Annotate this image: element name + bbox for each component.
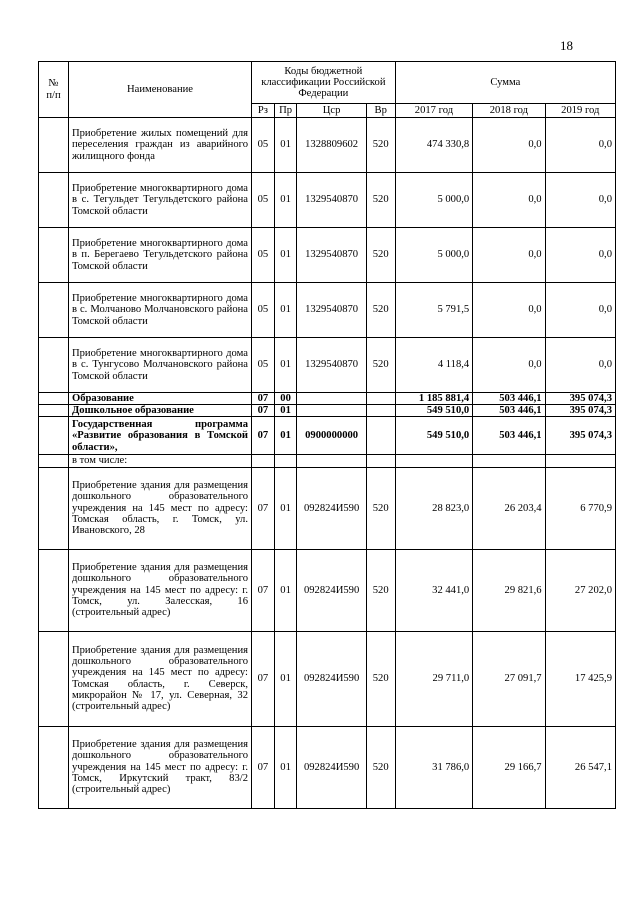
program-pr: 01 — [274, 417, 297, 455]
preschool-2017: 549 510,0 — [395, 405, 473, 417]
row-name: Приобретение многоквартирного дома в с. Тунгусово Молчановского района Томской области — [68, 338, 251, 393]
row-2018: 29 166,7 — [473, 726, 545, 808]
row-name: Приобретение жилых помещений для переселения граждан из аварийного жилищного фонда — [68, 118, 251, 173]
row-rz: 05 — [252, 118, 275, 173]
table-row — [39, 228, 616, 283]
header-num: № п/п — [39, 62, 69, 118]
row-name: Приобретение многоквартирного дома в с. Тегульдет Тегульдетского района Томской области — [68, 173, 251, 228]
budget-table — [38, 61, 616, 809]
preschool-rz: 07 — [252, 405, 275, 417]
education-rz: 07 — [252, 393, 275, 405]
preschool-2018: 503 446,1 — [473, 405, 545, 417]
program-rz: 07 — [252, 417, 275, 455]
education-2019: 395 074,3 — [545, 393, 615, 405]
row-2017: 29 711,0 — [395, 631, 473, 726]
preschool-pr: 01 — [274, 405, 297, 417]
row-2017: 474 330,8 — [395, 118, 473, 173]
row-pr: 01 — [274, 467, 297, 549]
header-csr: Цср — [297, 104, 366, 118]
row-vr: 520 — [366, 726, 395, 808]
header-2019: 2019 год — [545, 104, 615, 118]
row-2018: 0,0 — [473, 338, 545, 393]
row-2018: 26 203,4 — [473, 467, 545, 549]
row-2019: 6 770,9 — [545, 467, 615, 549]
row-csr: 1329540870 — [297, 173, 366, 228]
row-2019: 0,0 — [545, 173, 615, 228]
table-row — [39, 118, 616, 173]
table-row — [39, 173, 616, 228]
row-2018: 0,0 — [473, 118, 545, 173]
header-2018: 2018 год — [473, 104, 545, 118]
row-rz: 05 — [252, 283, 275, 338]
row-name: Приобретение здания для размещения дошкольного образовательного учреждения на 145 мест по адресу: г. Томск, Иркутский тракт, 83/2 (строительный адрес) — [68, 726, 251, 808]
header-codes: Коды бюджетной классификации Российской Федерации — [252, 62, 396, 104]
row-pr: 01 — [274, 228, 297, 283]
program-2019: 395 074,3 — [545, 417, 615, 455]
row-2019: 0,0 — [545, 338, 615, 393]
row-name: Приобретение многоквартирного дома в с. Молчаново Молчановского района Томской области — [68, 283, 251, 338]
header-name: Наименование — [68, 62, 251, 118]
page-number: 18 — [560, 38, 573, 53]
row-rz: 05 — [252, 173, 275, 228]
education-2017: 1 185 881,4 — [395, 393, 473, 405]
row-csr: 092824И590 — [297, 631, 366, 726]
program-2017: 549 510,0 — [395, 417, 473, 455]
table-row — [39, 631, 616, 726]
header-sum: Сумма — [395, 62, 615, 104]
row-2017: 4 118,4 — [395, 338, 473, 393]
row-pr: 01 — [274, 173, 297, 228]
header-pr: Пр — [274, 104, 297, 118]
row-2019: 17 425,9 — [545, 631, 615, 726]
row-pr: 01 — [274, 631, 297, 726]
header-vr: Вр — [366, 104, 395, 118]
education-row — [39, 393, 616, 405]
row-vr: 520 — [366, 338, 395, 393]
education-2018: 503 446,1 — [473, 393, 545, 405]
row-2019: 0,0 — [545, 228, 615, 283]
table-row — [39, 467, 616, 549]
row-2018: 0,0 — [473, 283, 545, 338]
row-pr: 01 — [274, 338, 297, 393]
row-2019: 0,0 — [545, 283, 615, 338]
program-row — [39, 417, 616, 455]
education-name: Образование — [68, 393, 251, 405]
row-2017: 5 791,5 — [395, 283, 473, 338]
row-name: Приобретение многоквартирного дома в п. Берегаево Тегульдетского района Томской области — [68, 228, 251, 283]
row-pr: 01 — [274, 726, 297, 808]
program-2018: 503 446,1 — [473, 417, 545, 455]
row-vr: 520 — [366, 173, 395, 228]
row-rz: 05 — [252, 338, 275, 393]
row-rz: 05 — [252, 228, 275, 283]
row-2017: 5 000,0 — [395, 173, 473, 228]
header-row-1 — [39, 62, 616, 104]
table-row — [39, 338, 616, 393]
row-2018: 27 091,7 — [473, 631, 545, 726]
row-rz: 07 — [252, 549, 275, 631]
row-2019: 27 202,0 — [545, 549, 615, 631]
row-2017: 32 441,0 — [395, 549, 473, 631]
including-row — [39, 455, 616, 467]
row-pr: 01 — [274, 283, 297, 338]
header-rz: Рз — [252, 104, 275, 118]
row-2018: 0,0 — [473, 228, 545, 283]
row-2017: 28 823,0 — [395, 467, 473, 549]
row-vr: 520 — [366, 118, 395, 173]
program-name: Государственная программа «Развитие образования в Томской области», — [68, 417, 251, 455]
row-2018: 29 821,6 — [473, 549, 545, 631]
row-pr: 01 — [274, 549, 297, 631]
row-2017: 31 786,0 — [395, 726, 473, 808]
row-csr: 092824И590 — [297, 467, 366, 549]
header-2017: 2017 год — [395, 104, 473, 118]
education-pr: 00 — [274, 393, 297, 405]
row-name: Приобретение здания для размещения дошкольного образовательного учреждения на 145 мест по адресу: г. Томск, ул. Залесская, 16 (строительный адрес) — [68, 549, 251, 631]
row-vr: 520 — [366, 631, 395, 726]
row-rz: 07 — [252, 631, 275, 726]
row-rz: 07 — [252, 726, 275, 808]
row-csr: 1329540870 — [297, 228, 366, 283]
preschool-2019: 395 074,3 — [545, 405, 615, 417]
row-2019: 0,0 — [545, 118, 615, 173]
row-2018: 0,0 — [473, 173, 545, 228]
including-label: в том числе: — [68, 455, 251, 467]
row-2019: 26 547,1 — [545, 726, 615, 808]
preschool-row — [39, 405, 616, 417]
row-vr: 520 — [366, 549, 395, 631]
preschool-name: Дошкольное образование — [68, 405, 251, 417]
table-row — [39, 283, 616, 338]
row-csr: 092824И590 — [297, 726, 366, 808]
row-pr: 01 — [274, 118, 297, 173]
row-vr: 520 — [366, 467, 395, 549]
row-name: Приобретение здания для размещения дошкольного образовательного учреждения на 145 мест по адресу: Томская область, г. Томск, ул. Ивановского, 28 — [68, 467, 251, 549]
row-csr: 1329540870 — [297, 338, 366, 393]
row-csr: 1328809602 — [297, 118, 366, 173]
row-csr: 1329540870 — [297, 283, 366, 338]
row-csr: 092824И590 — [297, 549, 366, 631]
row-2017: 5 000,0 — [395, 228, 473, 283]
row-name: Приобретение здания для размещения дошкольного образовательного учреждения на 145 мест по адресу: Томская область, г. Северск, микрорайон № 17, ул. Северная, 32 (строительный адрес) — [68, 631, 251, 726]
table-row — [39, 726, 616, 808]
row-rz: 07 — [252, 467, 275, 549]
row-vr: 520 — [366, 228, 395, 283]
row-vr: 520 — [366, 283, 395, 338]
table-row — [39, 549, 616, 631]
program-csr: 0900000000 — [297, 417, 366, 455]
